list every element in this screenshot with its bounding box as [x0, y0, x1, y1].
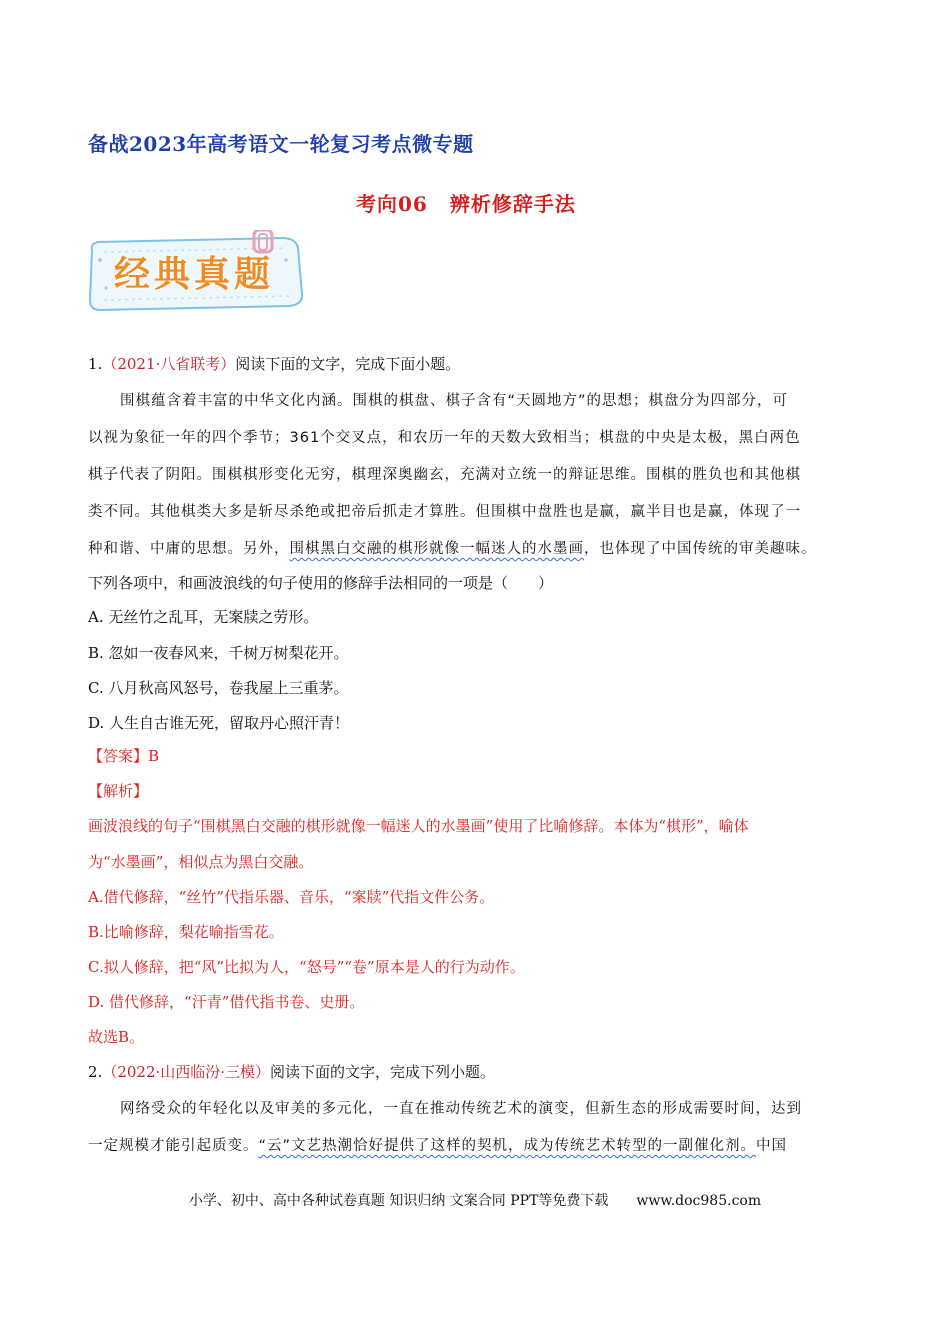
question-stem: 下列各项中，和画波浪线的句子使用的修辞手法相同的一项是（ ） [88, 574, 554, 592]
footer-url[interactable]: www.doc985.com [636, 1193, 762, 1209]
option-c: C. 八月秋高风怒号，卷我屋上三重茅。 [88, 679, 349, 697]
passage-line: 以视为象征一年的四个季节；361个交叉点，和农历一年的天数大致相当；棋盘的中央是太极，黑白两色 [88, 430, 801, 446]
section-topic: 辨析修辞手法 [449, 192, 576, 216]
option-d: D. 人生自古谁无死，留取丹心照汗青！ [88, 714, 350, 732]
option-b: B. 忽如一夜春风来，千树万树梨花开。 [88, 644, 349, 662]
passage-text: 一定规模才能引起质变。 [88, 1138, 259, 1154]
passage-line [88, 1136, 787, 1156]
page-footer [0, 1190, 950, 1210]
wavy-underlined-sentence: “云”文艺热潮恰好提供了这样的契机，成为传统艺术转型的一副催化剂。 [258, 1138, 757, 1154]
passage-text: 中国 [756, 1138, 788, 1154]
passage-line: 类不同。其他棋类大多是斩尽杀绝或把帝后抓走才算胜。但围棋中盘胜也是赢，赢半目也是赢，体现了一 [88, 504, 801, 520]
passage-line: 围棋蕴含着丰富的中华文化内涵。围棋的棋盘、棋子含有“天圆地方”的思想；棋盘分为四部分，可 [120, 393, 789, 409]
answer-value: B [148, 747, 160, 765]
passage-line [88, 539, 817, 559]
question-prompt: 阅读下面的文字，完成下面小题。 [235, 355, 461, 373]
classic-questions-badge [86, 230, 308, 314]
answer-line [88, 746, 159, 766]
option-a: A. 无丝竹之乱耳，无案牍之劳形。 [88, 608, 319, 626]
analysis-tag: 【解析】 [88, 782, 149, 800]
passage-line: 棋子代表了阴阳。围棋棋形变化无穷，棋理深奥幽玄，充满对立统一的辩证思维。围棋的胜负也和其他棋 [88, 467, 801, 483]
question-prompt: 阅读下面的文字，完成下列小题。 [270, 1063, 496, 1081]
question-source: （2022·山西临汾·三模） [102, 1063, 271, 1081]
badge-label: 经典真题 [114, 254, 275, 295]
question-1-header [88, 354, 460, 374]
answer-tag: 【答案】 [88, 747, 149, 765]
question-source: （2021·八省联考） [102, 355, 236, 373]
passage-line: 网络受众的年轻化以及审美的多元化，一直在推动传统艺术的演变，但新生态的形成需要时间，达到 [120, 1101, 802, 1117]
question-number: 2. [88, 1063, 103, 1081]
question-2-header [88, 1062, 495, 1082]
wavy-underlined-sentence: 围棋黑白交融的棋形就像一幅迷人的水墨画 [289, 541, 584, 557]
section-number: 考向06 [356, 192, 428, 216]
question-number: 1. [88, 355, 103, 373]
passage-text: ，也体现了中国传统的审美趣味。 [584, 541, 817, 557]
conclusion: 故选B。 [88, 1028, 145, 1046]
analysis-text: 为“水墨画”，相似点为黑白交融。 [88, 853, 314, 871]
analysis-option-b: B.比喻修辞，梨花喻指雪花。 [88, 923, 284, 941]
passage-text: 种和谐、中庸的思想。另外， [88, 541, 290, 557]
analysis-option-a: A.借代修辞，“丝竹”代指乐器、音乐，“案牍”代指文件公务。 [88, 888, 495, 906]
analysis-option-d: D. 借代修辞，“汗青”借代指书卷、史册。 [88, 993, 365, 1011]
analysis-text: 画波浪线的句子“围棋黑白交融的棋形就像一幅迷人的水墨画”使用了比喻修辞。本体为“棋形”，喻体 [88, 817, 749, 835]
document-title: 备战2023年高考语文一轮复习考点微专题 [88, 132, 474, 156]
footer-text: 小学、初中、高中各种试卷真题 知识归纳 文案合同 PPT等免费下载 [188, 1193, 609, 1209]
section-title [356, 188, 576, 217]
analysis-option-c: C.拟人修辞，把“风”比拟为人，“怒号”“卷”原本是人的行为动作。 [88, 958, 525, 976]
